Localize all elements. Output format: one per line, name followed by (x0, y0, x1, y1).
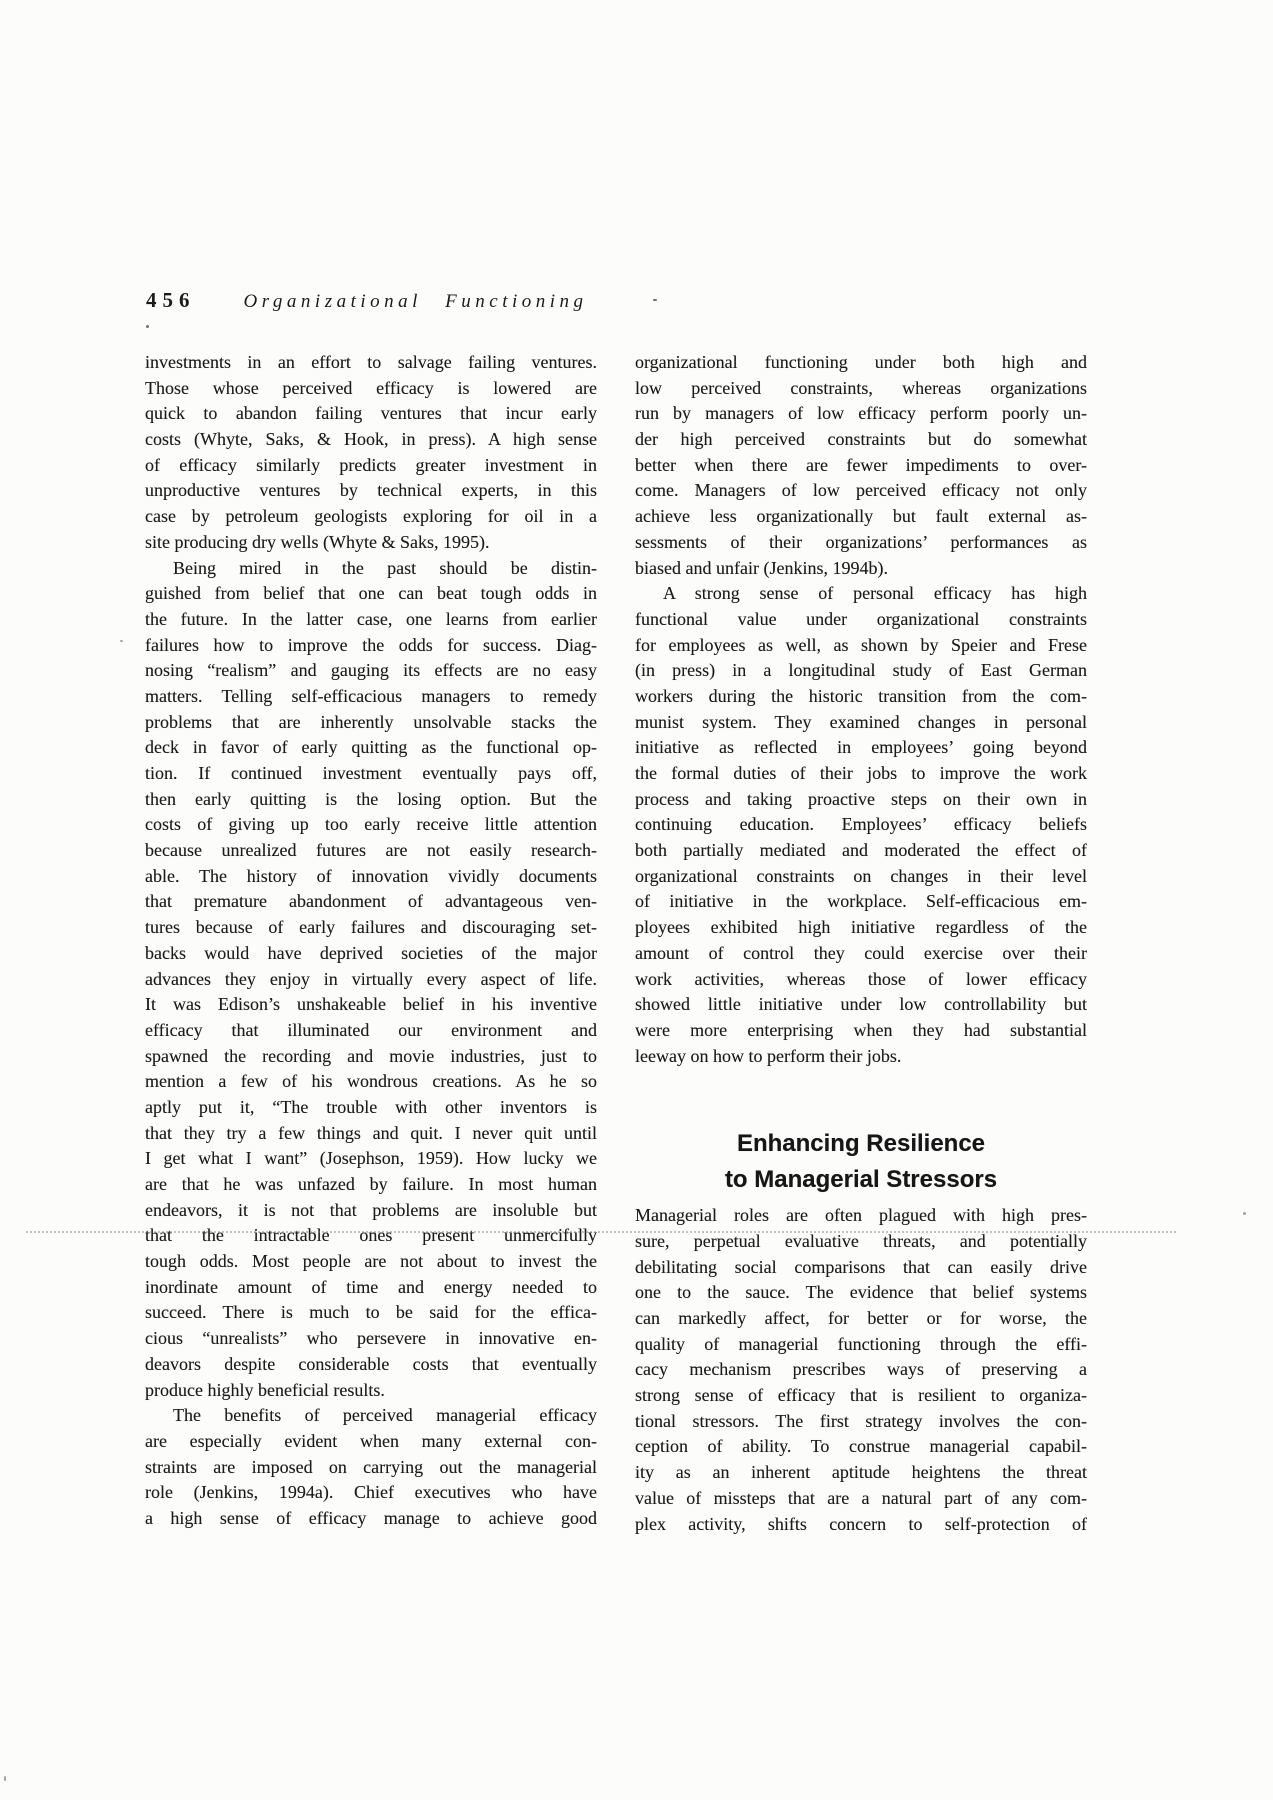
text-line: initiative as reflected in employees’ going beyond (635, 737, 1087, 758)
text-line: both partially mediated and moderated the effect of (635, 840, 1087, 861)
right-column-top-lines (635, 350, 1087, 1069)
right-column (635, 350, 1087, 1537)
text-line: matters. Telling self-efficacious managers to remedy (145, 685, 597, 706)
text-line: investments in an effort to salvage failing ventures. (145, 352, 597, 372)
text-line: that they try a few things and quit. I never quit until (145, 1122, 597, 1143)
text-line: are that he was unfazed by failure. In most human (145, 1174, 597, 1194)
text-line: tional stressors. The first strategy involves the con- (635, 1410, 1087, 1431)
text-line: mention a few of his wondrous creations. As he so (145, 1071, 597, 1092)
text-line: of initiative in the workplace. Self-efficacious em- (635, 891, 1087, 912)
text-line: succeed. There is much to be said for the effica- (145, 1302, 597, 1323)
section-heading (635, 1126, 1087, 1198)
text-line: I get what I want” (Josephson, 1959). How lucky we (145, 1148, 597, 1169)
text-line: because unrealized futures are not easily research- (145, 840, 597, 861)
text-line: munist system. They examined changes in personal (635, 711, 1087, 732)
text-line: continuing education. Employees’ efficacy beliefs (635, 814, 1087, 835)
scan-speck (4, 1776, 6, 1781)
text-line: der high perceived constraints but do somewhat (635, 429, 1087, 450)
text-line: Being mired in the past should be distin- (173, 557, 597, 578)
text-line: can markedly affect, for better or for worse, the (635, 1308, 1087, 1328)
section-heading-line-1: Enhancing Resilience (736, 1130, 986, 1158)
text-line: work activities, whereas those of lower efficacy (635, 968, 1087, 989)
scan-artifact-dotted-line (26, 1231, 1176, 1233)
text-line: ity as an inherent aptitude heightens the threat (635, 1462, 1087, 1483)
text-line: that premature abandonment of advantageous ven- (145, 891, 597, 912)
text-line: quality of managerial functioning through the effi- (635, 1333, 1087, 1354)
text-line: quick to abandon failing ventures that incur early (145, 403, 597, 424)
text-line: able. The history of innovation vividly documents (145, 865, 597, 886)
text-line: aptly put it, “The trouble with other inventors is (145, 1096, 597, 1117)
text-line: deck in favor of early quitting as the functional op- (145, 737, 597, 758)
text-line: debilitating social comparisons that can easily drive (635, 1256, 1087, 1277)
text-line: functional value under organizational constraints (635, 608, 1087, 629)
text-line: achieve less organizationally but fault external as- (635, 506, 1087, 527)
text-line: case by petroleum geologists exploring for oil in a (145, 506, 597, 527)
text-line: biased and unfair (Jenkins, 1994b). (635, 557, 888, 578)
text-line: organizational constraints on changes in their level (635, 865, 1087, 886)
text-line: efficacy that illuminated our environment and (145, 1019, 597, 1040)
text-line: ception of ability. To construe managerial capabil- (635, 1436, 1087, 1457)
right-column-bottom-lines (635, 1203, 1087, 1537)
text-line: process and taking proactive steps on their own in (635, 788, 1087, 809)
text-line: site producing dry wells (Whyte & Saks, 1995). (145, 531, 490, 552)
text-line: then early quitting is the losing option. But the (145, 788, 597, 809)
text-line: leeway on how to perform their jobs. (635, 1045, 902, 1066)
text-line: ployees exhibited high initiative regardless of the (635, 917, 1087, 938)
text-line: were more enterprising when they had substantial (635, 1019, 1087, 1040)
text-line: sure, perpetual evaluative threats, and potentially (635, 1230, 1087, 1251)
page-header (146, 288, 588, 313)
text-line: The benefits of perceived managerial efficacy (173, 1405, 597, 1426)
text-line: showed little initiative under low controllability but (635, 994, 1087, 1015)
page-number: 456 (146, 288, 196, 312)
text-line: strong sense of efficacy that is resilient to organiza- (635, 1385, 1087, 1406)
scan-speck (146, 325, 149, 328)
text-line: run by managers of low efficacy perform poorly un- (635, 403, 1087, 424)
text-line: cious “unrealists” who persevere in innovative en- (145, 1328, 597, 1349)
text-line: plex activity, shifts concern to self-protection of (635, 1513, 1087, 1534)
text-line: deavors despite considerable costs that eventually (145, 1353, 597, 1374)
text-line: failures how to improve the odds for success. Diag- (145, 634, 597, 655)
text-line: tion. If continued investment eventually pays off, (145, 763, 597, 783)
text-line: unproductive ventures by technical experts, in this (145, 480, 597, 501)
scan-speck (120, 640, 123, 642)
text-line: amount of control they could exercise over their (635, 942, 1087, 963)
text-line: the formal duties of their jobs to improve the work (635, 763, 1087, 783)
text-line: produce highly beneficial results. (145, 1379, 385, 1400)
text-line: nosing “realism” and gauging its effects are no easy (145, 660, 597, 681)
text-line: workers during the historic transition from the com- (635, 685, 1087, 706)
text-line: costs (Whyte, Saks, & Hook, in press). A high sense (145, 429, 597, 450)
text-line: spawned the recording and movie industries, just to (145, 1045, 597, 1066)
text-line: role (Jenkins, 1994a). Chief executives who have (145, 1482, 597, 1503)
text-line: inordinate amount of time and energy needed to (145, 1276, 597, 1297)
left-column (145, 350, 597, 1532)
text-line: value of missteps that are a natural part of any com- (635, 1487, 1087, 1508)
text-line: one to the sauce. The evidence that belief systems (635, 1282, 1087, 1303)
text-line: that the intractable ones present unmercifully (145, 1225, 597, 1246)
text-line: organizational functioning under both high and (635, 352, 1087, 372)
text-line: guished from belief that one can beat tough odds in (145, 583, 597, 604)
text-line: the future. In the latter case, one learns from earlier (145, 608, 597, 629)
section-heading-line-2: to Managerial Stressors (724, 1166, 998, 1194)
scan-speck (653, 299, 657, 301)
text-line: endeavors, it is not that problems are insoluble but (145, 1199, 597, 1220)
text-line: backs would have deprived societies of the major (145, 942, 597, 963)
text-line: tough odds. Most people are not about to invest the (145, 1251, 597, 1272)
text-line: tures because of early failures and discouraging set- (145, 917, 597, 938)
text-line: for employees as well, as shown by Speier and Frese (635, 634, 1087, 655)
scan-speck (1243, 1212, 1246, 1215)
text-line: sessments of their organizations’ performances as (635, 531, 1087, 552)
text-line: of efficacy similarly predicts greater investment in (145, 454, 597, 475)
text-line: costs of giving up too early receive little attention (145, 814, 597, 835)
text-line: straints are imposed on carrying out the managerial (145, 1456, 597, 1477)
text-line: better when there are fewer impediments to over- (635, 454, 1087, 475)
text-line: Managerial roles are often plagued with high pres- (635, 1205, 1087, 1226)
text-line: advances they enjoy in virtually every aspect of life. (145, 968, 597, 989)
running-title: Organizational Functioning (243, 291, 588, 312)
text-line: come. Managers of low perceived efficacy not only (635, 480, 1087, 501)
text-line: Those whose perceived efficacy is lowered are (145, 377, 597, 398)
text-line: (in press) in a longitudinal study of East German (635, 660, 1087, 681)
text-line: A strong sense of personal efficacy has high (663, 583, 1087, 604)
text-line: problems that are inherently unsolvable stacks the (145, 711, 597, 732)
text-line: It was Edison’s unshakeable belief in his inventive (145, 994, 597, 1015)
text-line: are especially evident when many external con- (145, 1430, 597, 1451)
text-line: a high sense of efficacy manage to achieve good (145, 1507, 597, 1528)
text-line: low perceived constraints, whereas organizations (635, 377, 1087, 398)
text-line: cacy mechanism prescribes ways of preserving a (635, 1359, 1087, 1380)
